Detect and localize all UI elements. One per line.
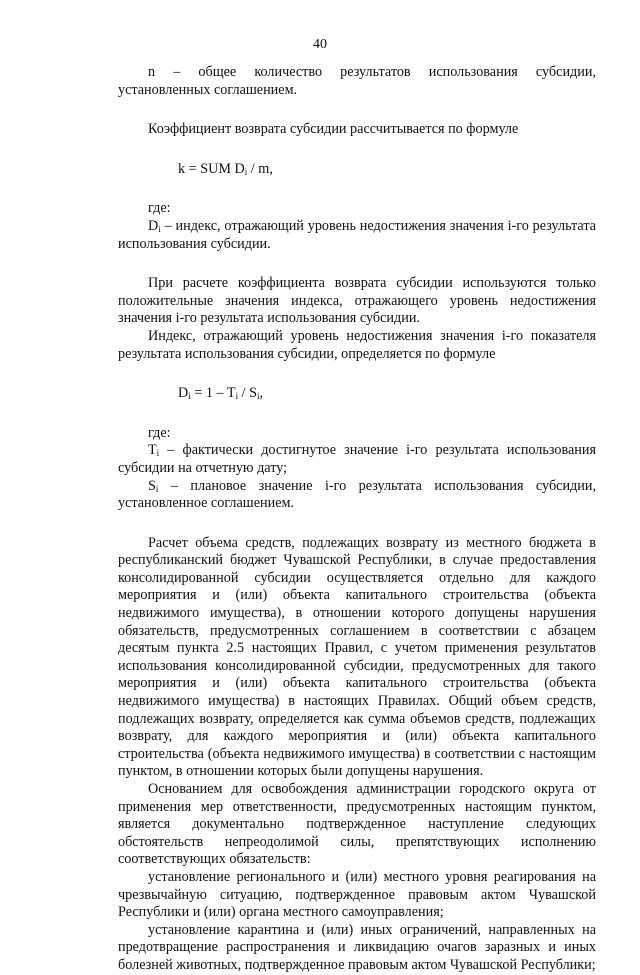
- paragraph-item-emergency: установление регионального и (или) местного уровня реагирования на чрезвычайную ситуацию, подтвержденное правовым актом Чувашской Республики и (или) органа местного самоуправления;: [118, 868, 596, 921]
- formula-d: [118, 385, 596, 403]
- formula-k-right: / m,: [247, 160, 273, 177]
- di-text: – индекс, отражающий уровень недостижения значения i-го результата использования субсидии.: [118, 217, 596, 252]
- paragraph-calculation: Расчет объема средств, подлежащих возврату из местного бюджета в республиканский бюджет Чувашской Республики, в случае предоставления консолидированной субсидии осуществляется отдельно для каждого мероприятия и (или) объекта капитального строительства (объекта недвижимого имущества), в отношении которого допущены нарушения обязательств, предусмотренных соглашением в соответствии с абзацем десятым пункта 2.5 настоящих Правил, с учетом применения результатов использования консолидированной субсидии, предусмотренных для такого мероприятия и (или) объекта капитального строительства (объекта недвижимого имущества) в настоящих Правилах. Общий объем средств, подлежащих возврату, определяется как сумма объемов средств, подлежащих возврату, для каждого мероприятия и (или) объекта капитального строительства (объекта недвижимого имущества) в соответствии с настоящим пунктом, в отношении которых были допущены нарушения.: [118, 534, 596, 780]
- formula-k-left: k = SUM D: [178, 160, 245, 177]
- paragraph-n-definition: n – общее количество результатов использования субсидии, установленных соглашением.: [118, 64, 596, 98]
- di-symbol: D: [148, 217, 159, 234]
- formula-d-sub1: i: [188, 391, 191, 402]
- paragraph-exemption-basis: Основанием для освобождения администрации городского округа от применения мер ответственности, предусмотренных настоящим пунктом, является документально подтвержденное наступление следующих обстоятельств непреодолимой силы, препятствующих исполнению соответствующих обязательств:: [118, 781, 596, 868]
- page-number: 40: [313, 37, 327, 52]
- document-body: [118, 64, 596, 975]
- formula-k: [118, 161, 596, 179]
- ti-sub: i: [156, 448, 160, 459]
- formula-d-mid: = 1 – T: [190, 385, 236, 402]
- ti-symbol: T: [148, 442, 157, 459]
- formula-d-sub3: i: [257, 391, 260, 402]
- si-symbol: S: [148, 477, 156, 494]
- where-label-2: где:: [148, 424, 171, 441]
- di-sub: i: [158, 223, 161, 234]
- formula-d-symbol: D: [178, 385, 189, 402]
- formula-d-end: ,: [259, 385, 264, 402]
- si-sub: i: [155, 483, 159, 494]
- paragraph-coefficient-intro: Коэффициент возврата субсидии рассчитывается по формуле: [148, 121, 519, 138]
- ti-definition: [118, 442, 596, 477]
- paragraph-item-quarantine: установление карантина и (или) иных ограничений, направленных на предотвращение распространения и ликвидацию очагов заразных и иных болезней животных, подтвержденное правовым актом Чувашской Республики;: [118, 921, 596, 973]
- paragraph-index-formula-intro: Индекс, отражающий уровень недостижения значения i-го показателя результата использования субсидии, определяется по формуле: [118, 327, 596, 362]
- formula-d-slash: / S: [238, 385, 258, 402]
- di-definition: [118, 218, 596, 253]
- formula-k-sub: i: [244, 166, 248, 177]
- where-label-1: где:: [148, 200, 171, 217]
- si-definition: [118, 478, 596, 513]
- ti-text: – фактически достигнутое значение i-го результата использования субсидии на отчетную дату;: [118, 442, 596, 476]
- si-text: – плановое значение i-го результата использования субсидии, установленное соглашением.: [118, 477, 596, 512]
- paragraph-positive-values: При расчете коэффициента возврата субсидии используются только положительные значения индекса, отражающего уровень недостижения значения i-го результата использования субсидии.: [118, 275, 596, 327]
- formula-d-sub2: i: [235, 391, 239, 402]
